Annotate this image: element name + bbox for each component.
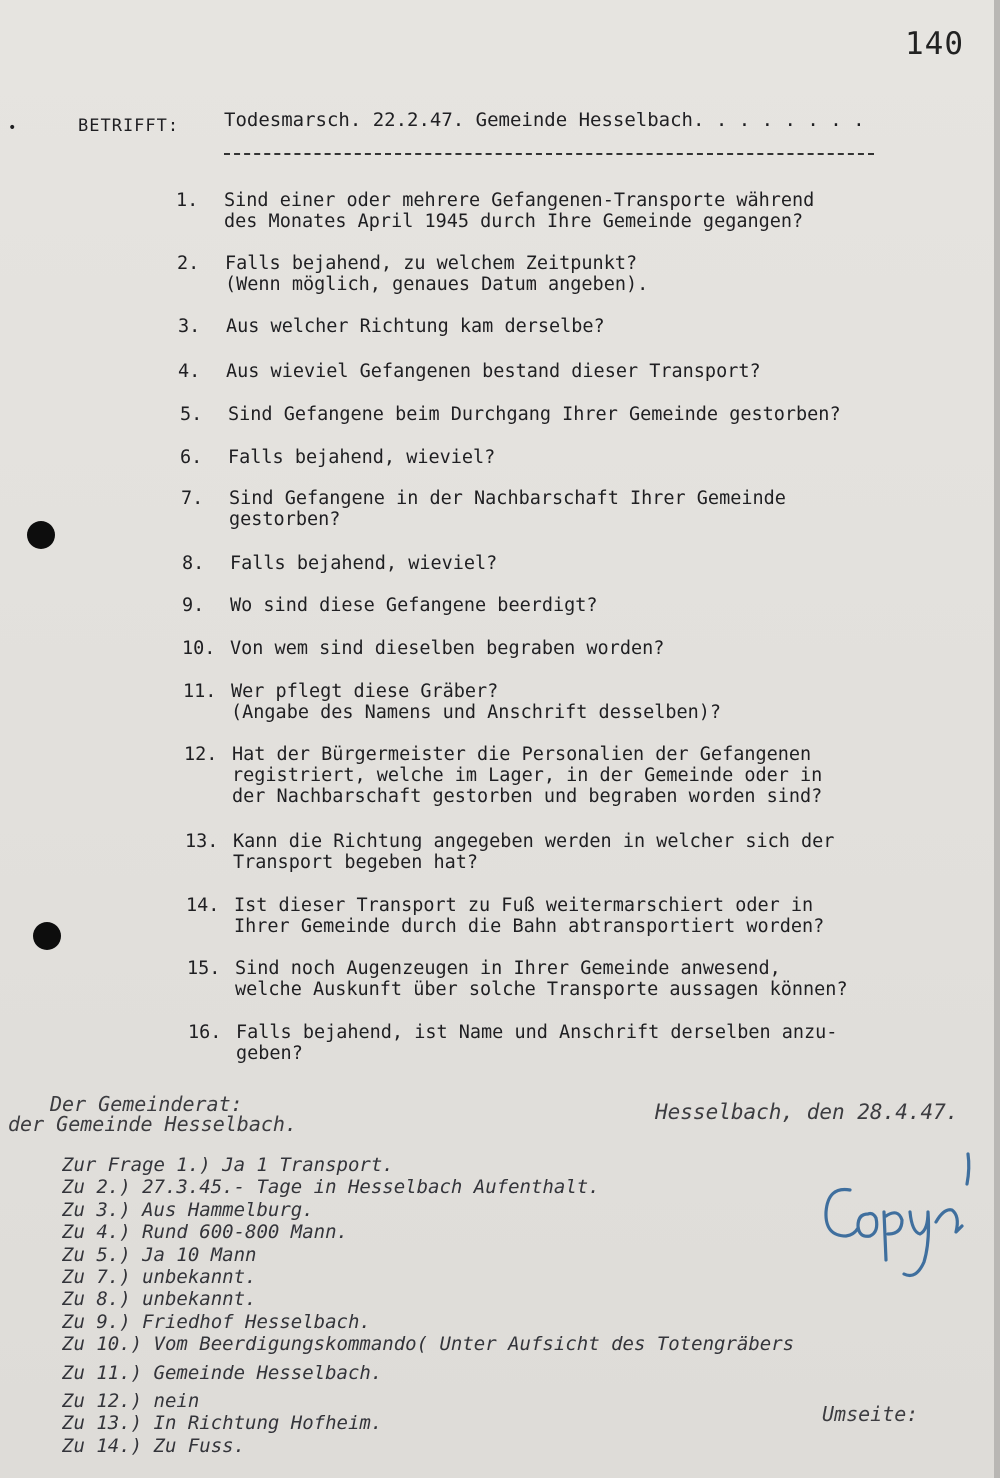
question-number: 14.: [186, 895, 220, 916]
question-text: Hat der Bürgermeister die Personalien der Gefangenen: [232, 744, 812, 765]
question-16: [188, 1022, 837, 1064]
question-2: [177, 253, 648, 295]
question-text: Falls bejahend, ist Name und Anschrift derselben anzu-: [236, 1022, 838, 1043]
copy-handwritten-mark: [816, 1150, 976, 1290]
question-5: [180, 404, 841, 425]
question-text: Von wem sind dieselben begraben worden?: [230, 638, 665, 659]
question-number: 12.: [184, 744, 218, 765]
question-number: 11.: [183, 681, 217, 702]
question-text: (Wenn möglich, genaues Datum angeben).: [225, 274, 649, 295]
question-text: Sind Gefangene in der Nachbarschaft Ihrer Gemeinde: [229, 488, 786, 509]
question-number: 10.: [182, 638, 216, 659]
question-text: (Angabe des Namens und Anschrift desselben)?: [231, 702, 722, 723]
question-text: Falls bejahend, wieviel?: [228, 447, 496, 468]
question-4: [178, 361, 761, 382]
place-date: Hesselbach, den 28.4.47.: [655, 1100, 959, 1124]
question-number: 3.: [178, 316, 201, 337]
subject-underline: [224, 153, 874, 155]
question-text: des Monates April 1945 durch Ihre Gemeinde gegangen?: [224, 211, 804, 232]
question-text: Sind Gefangene beim Durchgang Ihrer Gemeinde gestorben?: [228, 404, 841, 425]
answer-line: Zu 10.) Vom Beerdigungskommando( Unter Aufsicht des Totengräbers: [62, 1333, 795, 1356]
answer-line: Zu 13.) In Richtung Hofheim.: [62, 1412, 383, 1435]
question-text: Ihrer Gemeinde durch die Bahn abtransportiert worden?: [234, 916, 825, 937]
question-text: Falls bejahend, wieviel?: [230, 553, 498, 574]
question-10: [182, 638, 664, 659]
answer-line: Zu 4.) Rund 600-800 Mann.: [62, 1221, 348, 1244]
question-text: Sind noch Augenzeugen in Ihrer Gemeinde anwesend,: [235, 958, 781, 979]
question-12: [184, 744, 822, 807]
question-6: [180, 447, 495, 468]
question-number: 15.: [187, 958, 221, 979]
page-number: 140: [905, 26, 964, 62]
subject-value: Todesmarsch. 22.2.47. Gemeinde Hesselbach. . . . . . . .: [224, 109, 865, 131]
question-number: 1.: [176, 190, 199, 211]
punch-hole-upper: [27, 521, 55, 549]
question-13: [185, 831, 834, 873]
answer-line: Zu 7.) unbekannt.: [62, 1266, 257, 1289]
question-1: [176, 190, 814, 232]
question-text: Wo sind diese Gefangene beerdigt?: [230, 595, 598, 616]
subject-label: BETRIFFT:: [78, 116, 180, 136]
question-11: [183, 681, 721, 723]
answer-line: Zu 11.) Gemeinde Hesselbach.: [62, 1361, 383, 1384]
question-text: gestorben?: [229, 509, 341, 530]
question-8: [182, 553, 497, 574]
question-text: Transport begeben hat?: [233, 852, 479, 873]
question-text: Falls bejahend, zu welchem Zeitpunkt?: [225, 253, 638, 274]
punch-hole-lower: [33, 922, 61, 950]
page-edge: [994, 0, 1000, 1478]
question-number: 5.: [180, 404, 203, 425]
answers-block: [62, 1154, 794, 1457]
question-text: der Nachbarschaft gestorben und begraben worden sind?: [232, 786, 823, 807]
question-number: 2.: [177, 253, 200, 274]
question-15: [187, 958, 848, 1000]
question-number: 9.: [182, 595, 205, 616]
question-text: geben?: [236, 1043, 303, 1064]
question-7: [181, 488, 786, 530]
answer-line: Zur Frage 1.) Ja 1 Transport.: [62, 1154, 394, 1176]
answer-line: Zu 9.) Friedhof Hesselbach.: [62, 1310, 371, 1333]
question-number: 13.: [185, 831, 219, 852]
signature-line-1: Der Gemeinderat:: [50, 1092, 243, 1116]
question-text: Aus welcher Richtung kam derselbe?: [226, 316, 605, 337]
question-text: Kann die Richtung angegeben werden in welcher sich der: [233, 831, 835, 852]
question-text: Aus wieviel Gefangenen bestand dieser Transport?: [226, 361, 761, 382]
question-number: 8.: [182, 553, 205, 574]
question-number: 16.: [188, 1022, 222, 1043]
margin-mark: •: [8, 120, 17, 136]
answer-line: Zu 12.) nein: [62, 1390, 200, 1413]
answer-line: Zu 2.) 27.3.45.- Tage in Hesselbach Aufenthalt.: [62, 1176, 600, 1199]
question-3: [178, 316, 605, 337]
question-text: Sind einer oder mehrere Gefangenen-Transporte während: [224, 190, 815, 211]
question-text: Ist dieser Transport zu Fuß weitermarschiert oder in: [234, 895, 814, 916]
question-text: registriert, welche im Lager, in der Gemeinde oder in: [232, 765, 823, 786]
reverse-side-note: Umseite:: [822, 1402, 919, 1426]
question-14: [186, 895, 824, 937]
answer-line: Zu 14.) Zu Fuss.: [62, 1434, 246, 1457]
question-text: Wer pflegt diese Gräber?: [231, 681, 499, 702]
answer-line: Zu 3.) Aus Hammelburg.: [62, 1198, 314, 1221]
council-signature: [8, 1094, 297, 1134]
question-text: welche Auskunft über solche Transporte aussagen können?: [235, 979, 848, 1000]
question-9: [182, 595, 598, 616]
question-number: 4.: [178, 361, 201, 382]
question-number: 6.: [180, 447, 203, 468]
answer-line: Zu 8.) unbekannt.: [62, 1288, 257, 1311]
answer-line: Zu 5.) Ja 10 Mann: [62, 1243, 257, 1266]
question-number: 7.: [181, 488, 204, 509]
signature-line-2: der Gemeinde Hesselbach.: [8, 1112, 297, 1136]
